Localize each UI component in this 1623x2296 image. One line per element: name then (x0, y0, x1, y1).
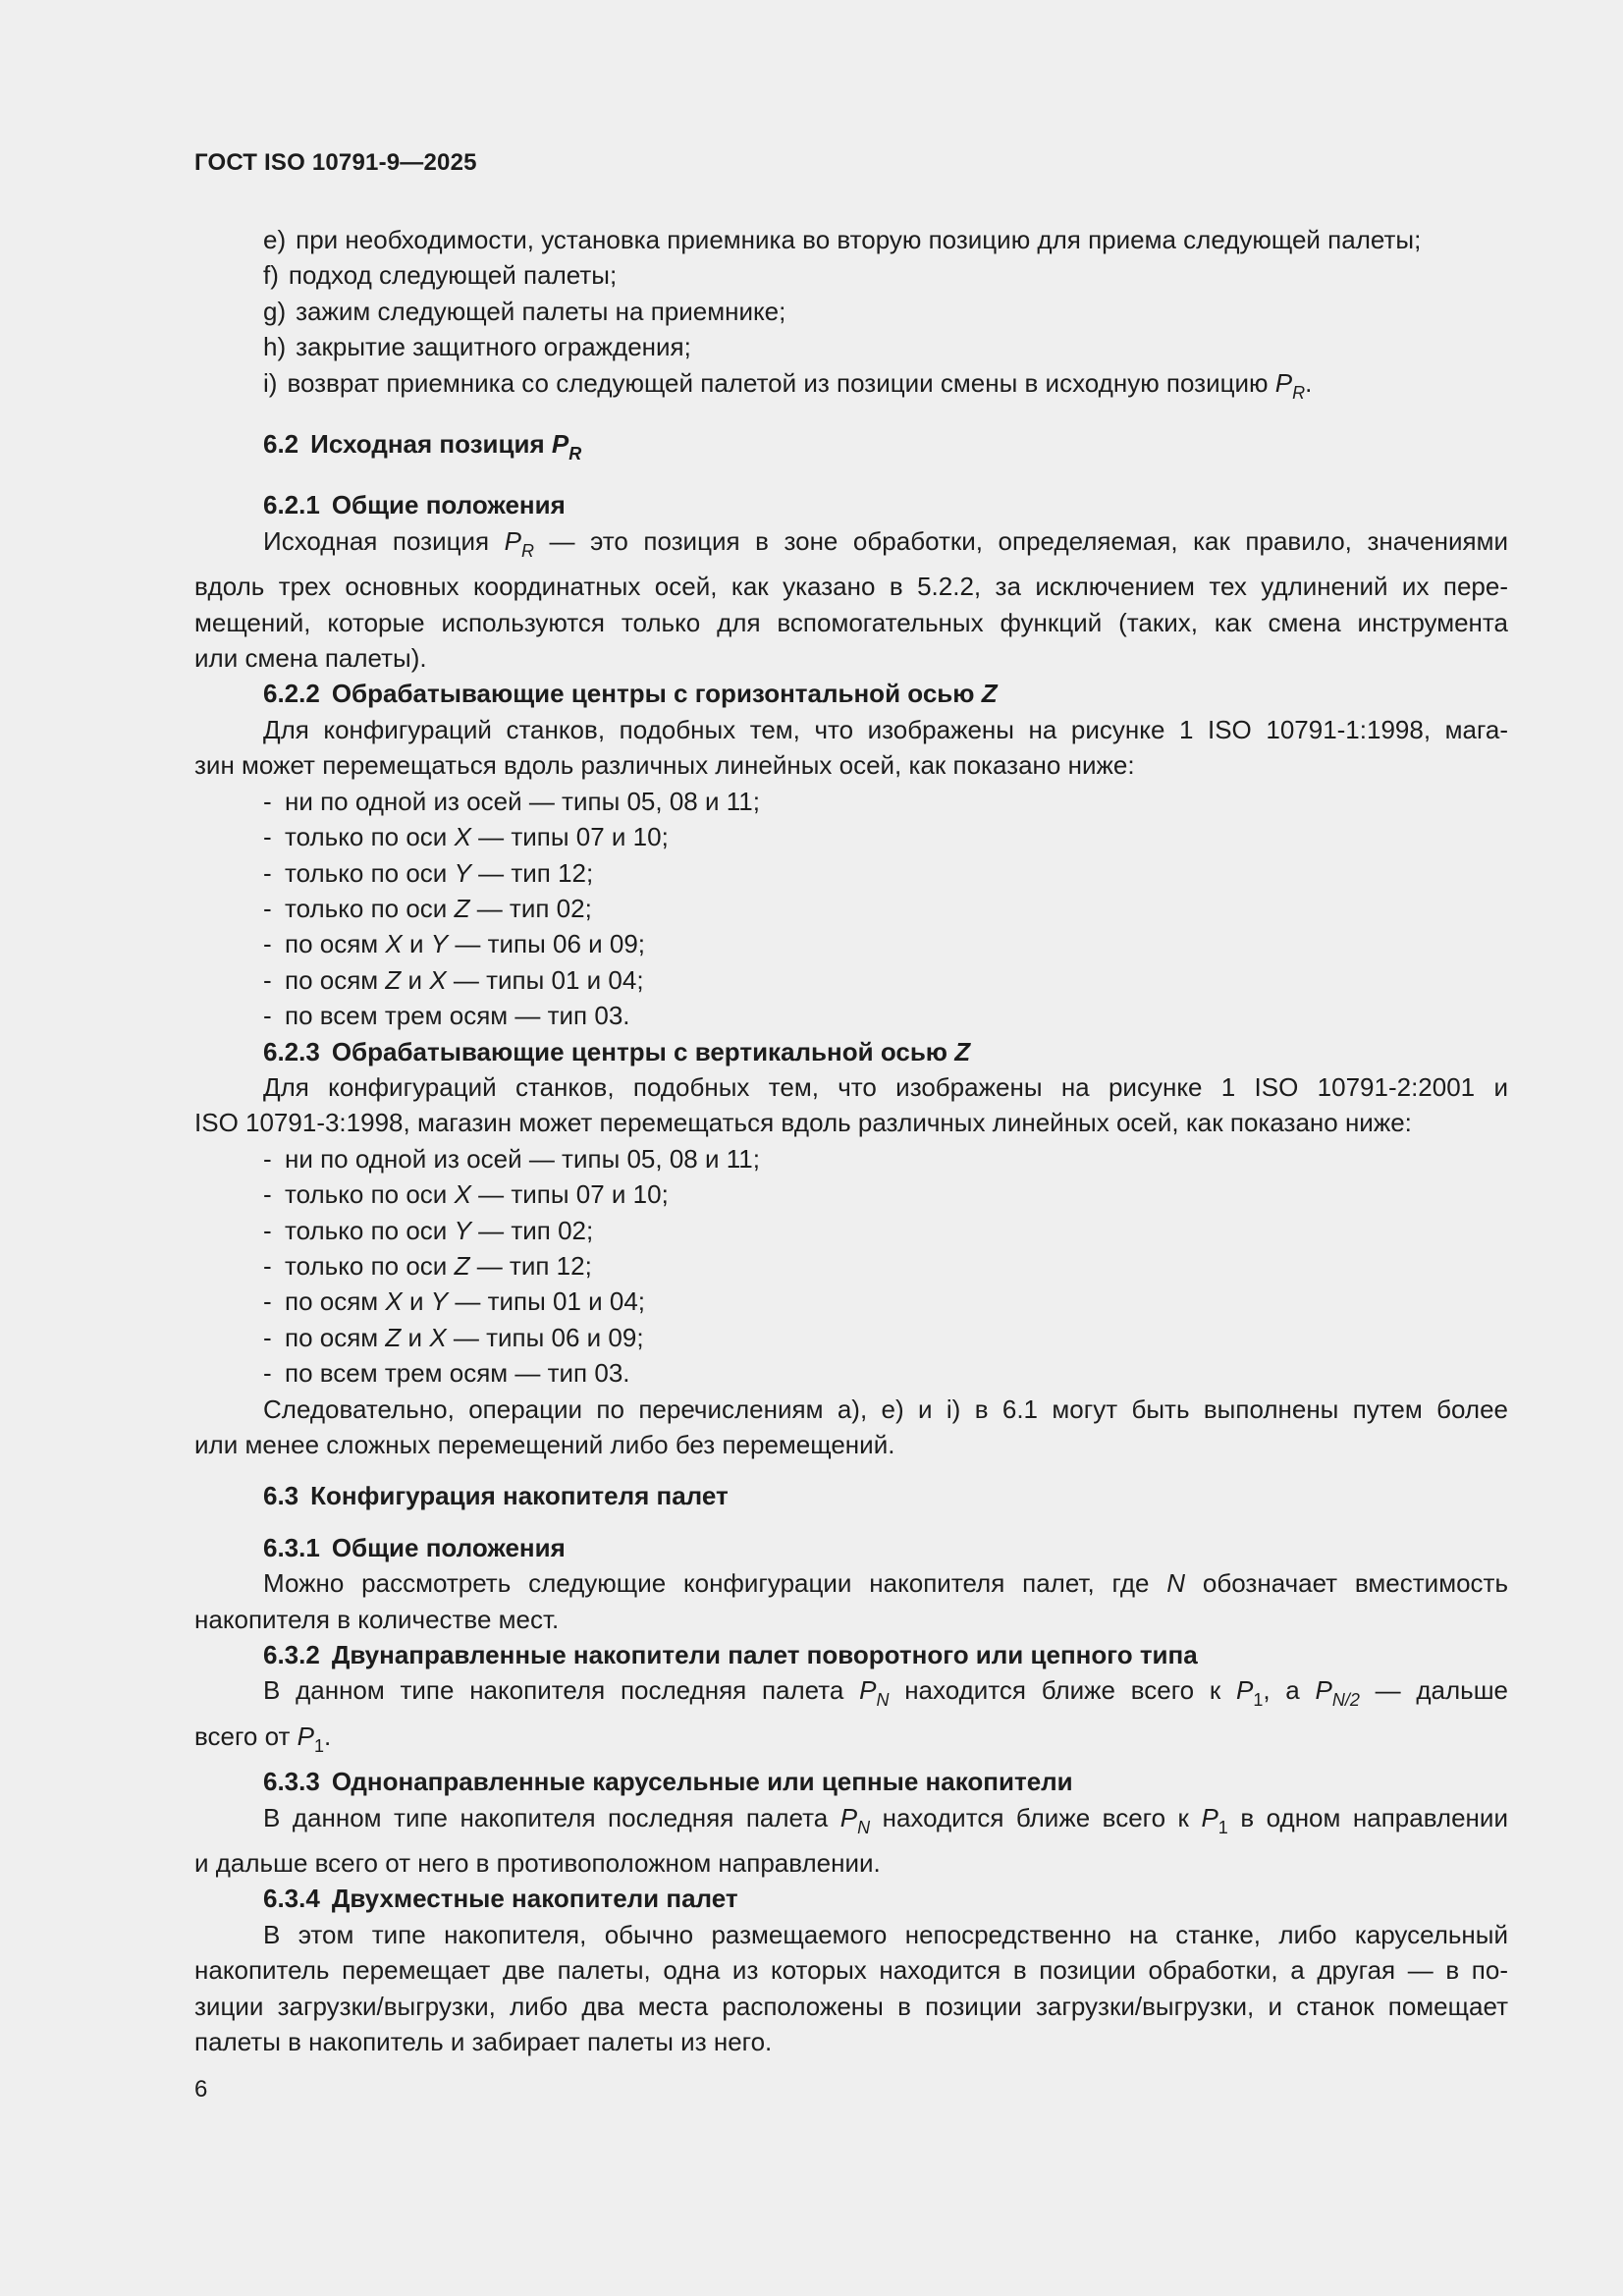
subscript: N/2 (1331, 1690, 1360, 1711)
paragraph-line: или смена палеты). (194, 643, 427, 674)
paragraph-line: зин может перемещаться вдоль различных линейных осей, как показано ниже: (194, 750, 1135, 781)
text: В данном типе накопителя последняя палета (263, 1675, 844, 1706)
dash-list-item (194, 784, 1508, 819)
section-6-3-1-heading (194, 1530, 1508, 1565)
section-number: 6.2 (263, 429, 299, 460)
dash-list-item (194, 1355, 1508, 1391)
symbol: P (551, 429, 569, 460)
dash-list-item (194, 926, 1508, 961)
dash-list-item (194, 998, 1508, 1033)
symbol: P (1201, 1802, 1218, 1832)
symbol: P (504, 525, 521, 556)
dash-list-item (194, 1176, 1508, 1212)
section-6-3-4-heading (194, 1881, 1508, 1916)
paragraph-line (194, 523, 1508, 569)
dash-marker: - (263, 1001, 272, 1031)
dash-marker: - (263, 1358, 272, 1389)
dash-list-item (194, 1213, 1508, 1248)
text: по всем трем осям — тип 03. (285, 1358, 630, 1389)
text: по осям (285, 964, 379, 995)
section-6-2-1-heading (194, 487, 1508, 522)
text: обозначает вместимость (1202, 1568, 1508, 1599)
section-title: Исходная позиция (310, 429, 545, 460)
axis-symbol: Y (454, 857, 471, 888)
dash-list-item (194, 1141, 1508, 1176)
dash-marker: - (263, 964, 272, 995)
dash-marker: - (263, 1215, 272, 1245)
paragraph-line: Для конфигураций станков, подобных тем, что изображены на рисунке 1 ISO 10791-2:2001 и (263, 1071, 1508, 1102)
section-title: Конфигурация накопителя палет (310, 1481, 729, 1511)
text: по осям (285, 1322, 379, 1352)
paragraph-line: зиции загрузки/выгрузки, либо два места расположены в позиции загрузки/выгрузки, и станок помещает (194, 1991, 1508, 2021)
dash-marker: - (263, 822, 272, 852)
dash-marker: - (263, 1250, 272, 1281)
axis-symbol: X (429, 964, 447, 995)
section-6-3-2-heading (194, 1637, 1508, 1672)
axis-symbol: Z (385, 1322, 402, 1352)
text: — типы 07 и 10; (478, 1179, 669, 1210)
section-title: Двунаправленные накопители палет поворотного или цепного типа (331, 1640, 1198, 1670)
list-item-text: зажим следующей палеты на приемнике; (296, 296, 786, 326)
page-number: 6 (194, 2076, 208, 2103)
text: по всем трем осям — тип 03. (285, 1001, 630, 1031)
axis-symbol: Z (981, 679, 998, 709)
axis-symbol: X (454, 822, 471, 852)
text: находится ближе всего к (904, 1675, 1221, 1706)
text: только по оси (285, 1250, 448, 1281)
text: ни по одной из осей — типы 05, 08 и 11; (285, 1143, 760, 1174)
text: — тип 02; (476, 893, 592, 923)
dash-list-item (194, 1248, 1508, 1284)
text: по осям (285, 929, 379, 959)
section-number: 6.3.1 (263, 1532, 320, 1562)
section-number: 6.2.3 (263, 1036, 320, 1066)
text: — типы 06 и 09; (455, 929, 646, 959)
section-6-2-heading (194, 426, 1508, 471)
text: — дальше (1375, 1675, 1509, 1706)
paragraph-line: ISO 10791-3:1998, магазин может перемещаться вдоль различных линейных осей, как показано ниже: (194, 1108, 1412, 1138)
axis-symbol: Z (954, 1036, 971, 1066)
dash-list-item (194, 1320, 1508, 1355)
paragraph-line (194, 1672, 1508, 1718)
section-number: 6.2.1 (263, 490, 320, 520)
subscript: R (520, 540, 534, 561)
subscript: N (876, 1690, 890, 1711)
dash-marker: - (263, 1143, 272, 1174)
dash-marker: - (263, 786, 272, 816)
list-item-e (194, 222, 1508, 257)
text: — тип 12; (476, 1250, 592, 1281)
symbol: P (1235, 1675, 1254, 1706)
subscript: 1 (313, 1735, 324, 1756)
text: Исходная позиция (263, 525, 490, 556)
text: — типы 06 и 09; (453, 1322, 644, 1352)
dash-marker: - (263, 929, 272, 959)
section-title: Двухместные накопители палет (331, 1884, 738, 1914)
text: — типы 01 и 04; (455, 1286, 646, 1317)
text: , а (1263, 1675, 1300, 1706)
axis-symbol: Y (430, 929, 449, 959)
section-number: 6.3 (263, 1481, 299, 1511)
section-number: 6.3.3 (263, 1767, 320, 1797)
dash-list-item (194, 819, 1508, 854)
list-marker: g) (263, 296, 287, 326)
text: и (407, 964, 423, 995)
axis-symbol: X (429, 1322, 447, 1352)
list-item-text: при необходимости, установка приемника во вторую позицию для приема следующей палеты; (296, 225, 1422, 254)
dash-marker: - (263, 1322, 272, 1352)
dash-marker: - (263, 1179, 272, 1210)
punctuation: . (323, 1721, 332, 1751)
dash-marker: - (263, 893, 272, 923)
list-item-i (194, 365, 1508, 410)
symbol: P (859, 1675, 877, 1706)
paragraph-line: накопитель перемещает две палеты, одна из которых находится в позиции обработки, а другая — в по- (194, 1955, 1508, 1986)
list-item-h (194, 329, 1508, 364)
symbol-p1 (1235, 1675, 1264, 1711)
paragraph-line (194, 1565, 1508, 1601)
symbol: P (1315, 1675, 1332, 1706)
list-item-g (194, 294, 1508, 329)
paragraph-line: мещений, которые используются только для вспомогательных функций (таких, как смена инструмента (194, 607, 1508, 637)
section-number: 6.3.2 (263, 1640, 320, 1670)
list-item-text: закрытие защитного ограждения; (296, 332, 691, 362)
section-6-3-3-heading (194, 1764, 1508, 1799)
text: только по оси (285, 822, 448, 852)
symbol-p1 (1201, 1802, 1228, 1837)
list-item-text: возврат приемника со следующей палетой из позиции смены в исходную позицию (287, 367, 1269, 398)
list-item-text: подход следующей палеты; (288, 260, 618, 291)
paragraph-line: или менее сложных перемещений либо без перемещений. (194, 1430, 895, 1459)
paragraph-line: палеты в накопитель и забирает палеты из него. (194, 2027, 773, 2057)
dash-list-item (194, 962, 1508, 998)
text: и (409, 1286, 424, 1317)
section-title: Общие положения (331, 490, 566, 520)
dash-marker: - (263, 1286, 272, 1317)
text: только по оси (285, 1179, 448, 1210)
section-title: Общие положения (331, 1532, 566, 1562)
dash-marker: - (263, 857, 272, 888)
section-number: 6.3.4 (263, 1884, 320, 1914)
axis-symbol: X (454, 1179, 471, 1210)
text: — тип 12; (478, 857, 594, 888)
section-title: Обрабатывающие центры с горизонтальной осью (331, 679, 975, 709)
document-header: ГОСТ ISO 10791-9—2025 (194, 149, 477, 176)
symbol: P (1274, 367, 1293, 398)
text: В данном типе накопителя последняя палета (263, 1802, 829, 1832)
symbol-pn (839, 1802, 871, 1837)
axis-symbol: Y (430, 1286, 449, 1317)
section-6-3-heading (194, 1478, 1508, 1513)
paragraph-line (194, 1719, 1508, 1764)
list-marker: f) (263, 260, 279, 291)
text: по осям (285, 1286, 379, 1317)
text: Можно рассмотреть следующие конфигурации накопителя палет, где (263, 1568, 1150, 1599)
subscript: R (568, 444, 582, 465)
dash-list-item (194, 855, 1508, 891)
symbol-pn2 (1315, 1675, 1360, 1711)
paragraph-line (194, 1800, 1508, 1845)
text: только по оси (285, 857, 448, 888)
paragraph-line: вдоль трех основных координатных осей, как указано в 5.2.2, за исключением тех удлинений их пере- (194, 572, 1508, 602)
symbol-pn (859, 1675, 890, 1711)
axis-symbol: Y (454, 1215, 471, 1245)
text: — типы 01 и 04; (453, 964, 644, 995)
text: всего от (194, 1721, 291, 1751)
list-marker: e) (263, 225, 287, 254)
text: только по оси (285, 893, 448, 923)
symbol: N (1166, 1568, 1186, 1599)
section-6-2-2-heading (194, 676, 1508, 711)
section-6-2-3-heading (194, 1034, 1508, 1069)
text: и (409, 929, 424, 959)
text: только по оси (285, 1215, 448, 1245)
text: — это позиция в зоне обработки, определяемая, как правило, значениями (549, 525, 1508, 556)
text: — тип 02; (478, 1215, 594, 1245)
axis-symbol: Z (454, 893, 470, 923)
subscript: 1 (1253, 1690, 1264, 1711)
list-marker: h) (263, 332, 287, 362)
text: находится ближе всего к (882, 1802, 1189, 1832)
text: в одном направлении (1240, 1802, 1508, 1832)
subscript: R (1292, 382, 1306, 403)
paragraph-line: Для конфигураций станков, подобных тем, что изображены на рисунке 1 ISO 10791-1:1998, мага- (263, 714, 1508, 744)
paragraph-line: В этом типе накопителя, обычно размещаемого непосредственно на станке, либо карусельный (263, 1919, 1508, 1949)
paragraph-line: и дальше всего от него в противоположном направлении. (194, 1848, 881, 1879)
axis-symbol: Z (454, 1250, 470, 1281)
section-number: 6.2.2 (263, 679, 320, 709)
subscript: 1 (1217, 1817, 1228, 1837)
page-body (194, 222, 1508, 2060)
dash-list-item (194, 1284, 1508, 1319)
section-title: Обрабатывающие центры с вертикальной осью (331, 1036, 948, 1066)
symbol: P (839, 1802, 858, 1832)
symbol: P (297, 1721, 314, 1751)
text: ни по одной из осей — типы 05, 08 и 11; (285, 786, 760, 816)
axis-symbol: Z (385, 964, 402, 995)
paragraph-line: Следовательно, операции по перечислениям а), е) и i) в 6.1 могут быть выполнены путем более (263, 1394, 1508, 1424)
text: — типы 07 и 10; (478, 822, 669, 852)
paragraph-line: накопителя в количестве мест. (194, 1604, 560, 1634)
list-marker: i) (263, 367, 278, 398)
list-item-f (194, 257, 1508, 293)
axis-symbol: X (385, 1286, 403, 1317)
dash-list-item (194, 891, 1508, 926)
punctuation: . (1305, 367, 1313, 398)
axis-symbol: X (385, 929, 403, 959)
subscript: N (857, 1817, 871, 1837)
section-title: Однонаправленные карусельные или цепные накопители (331, 1767, 1073, 1797)
text: и (407, 1322, 423, 1352)
